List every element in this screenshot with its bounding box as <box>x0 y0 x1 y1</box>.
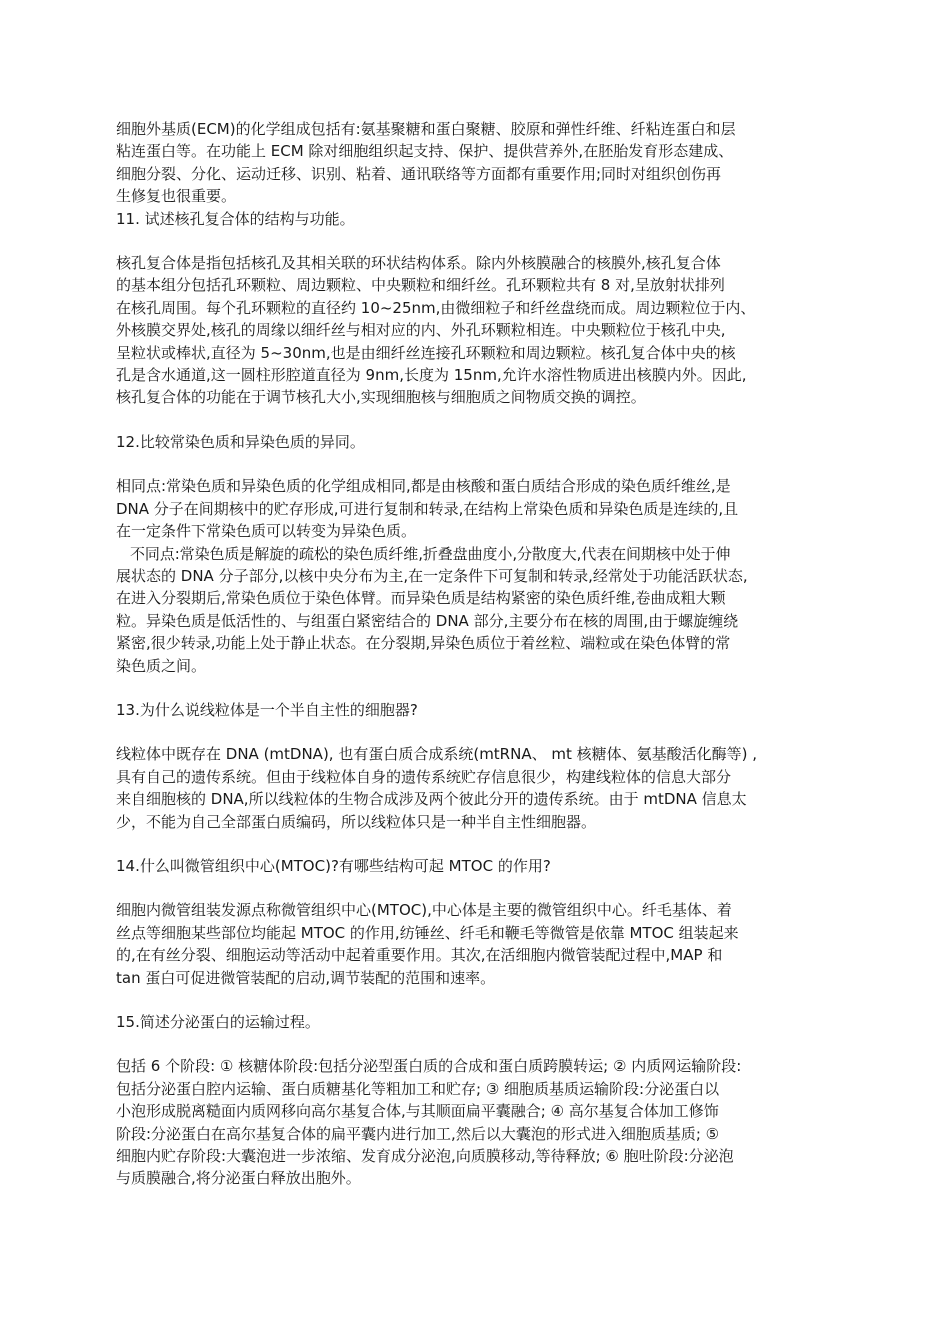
blank-line <box>116 877 840 899</box>
blank-line <box>116 1033 840 1055</box>
text-line: 相同点:常染色质和异染色质的化学组成相同,都是由核酸和蛋白质结合形成的染色质纤维丝,是 <box>116 477 731 496</box>
question-11 <box>116 208 840 230</box>
blank-line <box>116 833 840 855</box>
text-line: 呈粒状或棒状,直径为 5~30nm,也是由细纤丝连接孔环颗粒和周边颗粒。核孔复合体中央的核 <box>116 343 736 362</box>
text-line: 细胞外基质(ECM)的化学组成包括有:氨基聚糖和蛋白聚糖、胶原和弹性纤维、纤粘连蛋白和层 <box>116 120 736 138</box>
question-15 <box>116 1011 840 1033</box>
blank-line <box>116 989 840 1011</box>
text-line: 展状态的 DNA 分子部分,以核中央分布为主,在一定条件下可复制和转录,经常处于功能活跃状态, <box>116 566 748 585</box>
text-line: 紧密,很少转录,功能上处于静止状态。在分裂期,异染色质位于着丝粒、端粒或在染色体臂的常 <box>116 634 731 653</box>
answer-12-similarities <box>116 475 840 542</box>
question-13 <box>116 699 840 721</box>
blank-line <box>116 230 840 252</box>
answer-15-paragraph <box>116 1055 840 1189</box>
text-line: 丝点等细胞某些部位均能起 MTOC 的作用,纺锤丝、纤毛和鞭毛等微管是依靠 MTOC 组装起来 <box>116 923 739 942</box>
text-line: 不同点:常染色质是解旋的疏松的染色质纤维,折叠盘曲度小,分散度大,代表在间期核中处于伸 <box>130 544 731 563</box>
text-line: 线粒体中既存在 DNA (mtDNA), 也有蛋白质合成系统(mtRNA、 mt 核糖体、氨基酸活化酶等) , <box>116 745 758 764</box>
text-line: 细胞分裂、分化、运动迁移、识别、粘着、通讯联络等方面都有重要作用;同时对组织创伤再 <box>116 164 722 183</box>
text-line: 核孔复合体是指包括核孔及其相关联的环状结构体系。除内外核膜融合的核膜外,核孔复合体 <box>116 254 721 273</box>
answer-11-paragraph <box>116 252 840 409</box>
question-heading: 13.为什么说线粒体是一个半自主性的细胞器? <box>116 700 418 719</box>
text-line: 粘连蛋白等。在功能上 ECM 除对细胞组织起支持、保护、提供营养外,在胚胎发育形态建成、 <box>116 142 734 161</box>
text-line: tan 蛋白可促进微管装配的启动,调节装配的范围和速率。 <box>116 968 496 987</box>
blank-line <box>116 453 840 475</box>
text-line: 粒。异染色质是低活性的、与组蛋白紧密结合的 DNA 部分,主要分布在核的周围,由于螺旋缠绕 <box>116 611 739 630</box>
text-line: 在进入分裂期后,常染色质位于染色体臂。而异染色质是结构紧密的染色质纤维,卷曲成粗大颗 <box>116 589 726 608</box>
answer-13-paragraph <box>116 743 840 833</box>
text-line: 包括分泌蛋白腔内运输、蛋白质糖基化等粗加工和贮存; ③ 细胞质基质运输阶段:分泌蛋白以 <box>116 1079 720 1098</box>
text-line: 阶段:分泌蛋白在高尔基复合体的扁平囊内进行加工,然后以大囊泡的形式进入细胞质基质; ⑤ <box>116 1124 720 1143</box>
question-heading: 15.简述分泌蛋白的运输过程。 <box>116 1013 320 1031</box>
text-line: 外核膜交界处,核孔的周缘以细纤丝与相对应的内、外孔环颗粒相连。中央颗粒位于核孔中央, <box>116 321 726 340</box>
text-line: 细胞内贮存阶段:大囊泡进一步浓缩、发育成分泌泡,向质膜移动,等待释放; ⑥ 胞吐阶段:分泌泡 <box>116 1147 734 1166</box>
question-12 <box>116 431 840 453</box>
question-heading: 14.什么叫微管组织中心(MTOC)?有哪些结构可起 MTOC 的作用? <box>116 856 551 875</box>
question-heading: 12.比较常染色质和异染色质的异同。 <box>116 432 365 451</box>
text-line: 与质膜融合,将分泌蛋白释放出胞外。 <box>116 1169 361 1188</box>
ecm-paragraph <box>116 118 840 208</box>
answer-14-paragraph <box>116 899 840 989</box>
blank-line <box>116 721 840 743</box>
text-line: 染色质之间。 <box>116 656 207 675</box>
text-line: 少，不能为自己全部蛋白质编码，所以线粒体只是一种半自主性细胞器。 <box>116 812 597 831</box>
text-line: 的基本组分包括孔环颗粒、周边颗粒、中央颗粒和细纤丝。孔环颗粒共有 8 对,呈放射状排列 <box>116 276 725 295</box>
question-heading: 11. 试述核孔复合体的结构与功能。 <box>116 209 355 228</box>
text-line: 的,在有丝分裂、细胞运动等活动中起着重要作用。其次,在活细胞内微管装配过程中,MAP 和 <box>116 946 723 965</box>
answer-12-differences <box>116 543 840 677</box>
blank-line <box>116 409 840 431</box>
text-line: 孔是含水通道,这一圆柱形腔道直径为 9nm,长度为 15nm,允许水溶性物质进出核膜内外。因此, <box>116 366 747 385</box>
blank-line <box>116 677 840 699</box>
text-line: 包括 6 个阶段: ① 核糖体阶段:包括分泌型蛋白质的合成和蛋白质跨膜转运; ② 内质网运输阶段: <box>116 1057 742 1076</box>
text-line: 生修复也很重要。 <box>116 187 237 206</box>
text-line: 细胞内微管组装发源点称微管组织中心(MTOC),中心体是主要的微管组织中心。纤毛基体、着 <box>116 901 732 920</box>
text-line: 核孔复合体的功能在于调节核孔大小,实现细胞核与细胞质之间物质交换的调控。 <box>116 388 646 407</box>
text-line: 小泡形成脱离糙面内质网移向高尔基复合体,与其顺面扁平囊融合; ④ 高尔基复合体加工修饰 <box>116 1102 719 1121</box>
text-line: 在核孔周围。每个孔环颗粒的直径约 10~25nm,由微细粒子和纤丝盘绕而成。周边颗粒位于内、 <box>116 298 756 317</box>
question-14 <box>116 855 840 877</box>
text-line: DNA 分子在间期核中的贮存形成,可进行复制和转录,在结构上常染色质和异染色质是连续的,且 <box>116 499 739 518</box>
text-line: 来自细胞核的 DNA,所以线粒体的生物合成涉及两个彼此分开的遗传系统。由于 mtDNA 信息太 <box>116 790 747 809</box>
text-line: 具有自己的遗传系统。但由于线粒体自身的遗传系统贮存信息很少，构建线粒体的信息大部分 <box>116 767 732 786</box>
text-line: 在一定条件下常染色质可以转变为异染色质。 <box>116 522 417 541</box>
